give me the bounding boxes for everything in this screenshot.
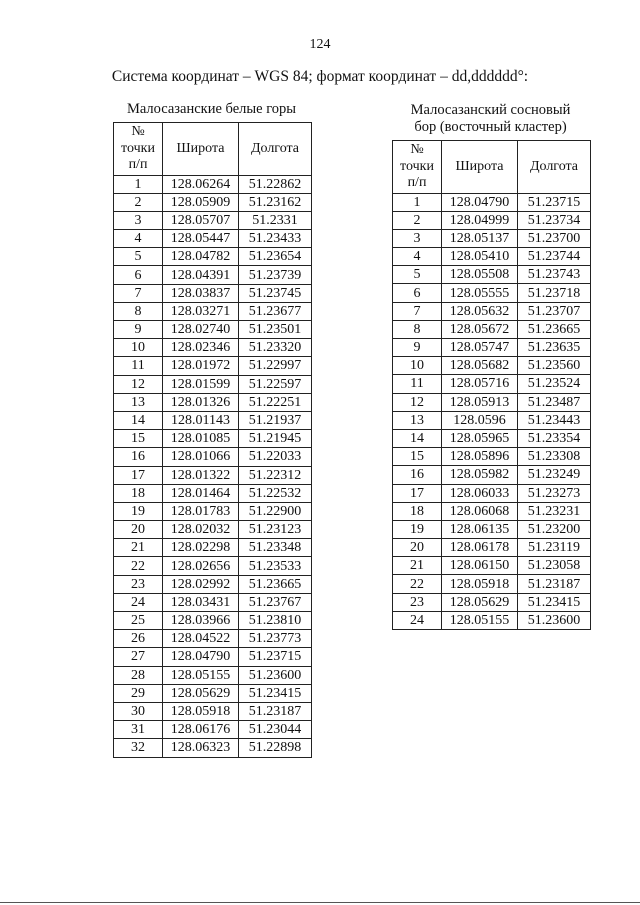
table-row [393,266,591,284]
longitude-cell: 51.23433 [239,230,312,248]
latitude-cell: 128.04999 [442,211,518,229]
latitude-cell: 128.05632 [442,302,518,320]
table-row [393,211,591,229]
table-header-row [393,141,591,194]
table-row [114,266,312,284]
longitude-cell: 51.23715 [518,193,591,211]
longitude-cell: 51.23600 [239,666,312,684]
latitude-cell: 128.05555 [442,284,518,302]
table-row [114,521,312,539]
point-number-cell: 1 [114,175,163,193]
longitude-cell: 51.23162 [239,193,312,211]
table-row [393,248,591,266]
point-number-cell: 9 [114,321,163,339]
right-table-body [393,193,591,630]
latitude-cell: 128.06178 [442,539,518,557]
table-row [114,575,312,593]
point-number-cell: 26 [114,630,163,648]
header-longitude: Долгота [239,123,312,176]
header-point-number [114,123,163,176]
point-number-cell: 10 [393,357,442,375]
table-row [393,466,591,484]
latitude-cell: 128.03431 [163,593,239,611]
point-number-cell: 18 [114,484,163,502]
longitude-cell: 51.2331 [239,211,312,229]
latitude-cell: 128.01066 [163,448,239,466]
table-row [114,357,312,375]
longitude-cell: 51.23348 [239,539,312,557]
point-number-cell: 14 [393,429,442,447]
latitude-cell: 128.03837 [163,284,239,302]
point-number-cell: 29 [114,684,163,702]
table-row [114,612,312,630]
latitude-cell: 128.01972 [163,357,239,375]
table-row [114,502,312,520]
longitude-cell: 51.23715 [239,648,312,666]
table-row [114,484,312,502]
table-row [114,739,312,757]
latitude-cell: 128.05982 [442,466,518,484]
header-latitude: Широта [442,141,518,194]
longitude-cell: 51.23600 [518,611,591,629]
latitude-cell: 128.04522 [163,630,239,648]
header-n-line2: точки [121,140,155,156]
latitude-cell: 128.06033 [442,484,518,502]
latitude-cell: 128.06176 [163,721,239,739]
longitude-cell: 51.23745 [239,284,312,302]
latitude-cell: 128.05965 [442,429,518,447]
point-number-cell: 22 [393,575,442,593]
longitude-cell: 51.23810 [239,612,312,630]
table-row [393,284,591,302]
longitude-cell: 51.23058 [518,557,591,575]
point-number-cell: 22 [114,557,163,575]
point-number-cell: 14 [114,411,163,429]
table-row [114,666,312,684]
longitude-cell: 51.22532 [239,484,312,502]
table-row [114,230,312,248]
latitude-cell: 128.04790 [442,193,518,211]
longitude-cell: 51.23718 [518,284,591,302]
longitude-cell: 51.21937 [239,411,312,429]
page-number: 124 [309,37,331,52]
header-longitude: Долгота [518,141,591,194]
point-number-cell: 3 [114,211,163,229]
longitude-cell: 51.23044 [239,721,312,739]
table-row [393,575,591,593]
longitude-cell: 51.23123 [239,521,312,539]
latitude-cell: 128.03271 [163,302,239,320]
right-title-line2: бор (восточный кластер) [414,119,567,135]
point-number-cell: 9 [393,339,442,357]
latitude-cell: 128.01783 [163,502,239,520]
latitude-cell: 128.02656 [163,557,239,575]
table-row [114,539,312,557]
table-row [114,411,312,429]
longitude-cell: 51.22997 [239,357,312,375]
latitude-cell: 128.06135 [442,520,518,538]
longitude-cell: 51.23739 [239,266,312,284]
point-number-cell: 11 [114,357,163,375]
point-number-cell: 23 [114,575,163,593]
table-row [114,193,312,211]
latitude-cell: 128.01464 [163,484,239,502]
point-number-cell: 8 [114,302,163,320]
longitude-cell: 51.23308 [518,448,591,466]
table-row [393,357,591,375]
header-point-number [393,141,442,194]
point-number-cell: 13 [114,393,163,411]
point-number-cell: 5 [393,266,442,284]
longitude-cell: 51.23320 [239,339,312,357]
latitude-cell: 128.05918 [442,575,518,593]
longitude-cell: 51.23119 [518,539,591,557]
longitude-cell: 51.23501 [239,321,312,339]
table-row [393,484,591,502]
latitude-cell: 128.05747 [442,339,518,357]
longitude-cell: 51.23273 [518,484,591,502]
point-number-cell: 18 [393,502,442,520]
table-row [114,175,312,193]
table-row [114,393,312,411]
longitude-cell: 51.23734 [518,211,591,229]
table-row [393,193,591,211]
point-number-cell: 6 [393,284,442,302]
page-bottom-edge [0,902,640,903]
longitude-cell: 51.23231 [518,502,591,520]
point-number-cell: 16 [114,448,163,466]
point-number-cell: 24 [114,593,163,611]
point-number-cell: 2 [393,211,442,229]
latitude-cell: 128.05918 [163,702,239,720]
point-number-cell: 15 [393,448,442,466]
point-number-cell: 31 [114,721,163,739]
latitude-cell: 128.05682 [442,357,518,375]
table-row [393,320,591,338]
point-number-cell: 25 [114,612,163,630]
latitude-cell: 128.03966 [163,612,239,630]
table-row [114,630,312,648]
longitude-cell: 51.23560 [518,357,591,375]
longitude-cell: 51.23187 [239,702,312,720]
longitude-cell: 51.23773 [239,630,312,648]
longitude-cell: 51.22597 [239,375,312,393]
point-number-cell: 13 [393,411,442,429]
table-row [114,302,312,320]
longitude-cell: 51.23767 [239,593,312,611]
point-number-cell: 20 [114,521,163,539]
table-row [114,284,312,302]
header-latitude: Широта [163,123,239,176]
latitude-cell: 128.04391 [163,266,239,284]
latitude-cell: 128.02992 [163,575,239,593]
latitude-cell: 128.05137 [442,229,518,247]
point-number-cell: 7 [393,302,442,320]
table-row [393,393,591,411]
table-row [114,448,312,466]
point-number-cell: 17 [114,466,163,484]
longitude-cell: 51.22898 [239,739,312,757]
table-row [114,721,312,739]
point-number-cell: 16 [393,466,442,484]
table-row [393,448,591,466]
longitude-cell: 51.23700 [518,229,591,247]
latitude-cell: 128.01599 [163,375,239,393]
longitude-cell: 51.23654 [239,248,312,266]
point-number-cell: 2 [114,193,163,211]
table-row [114,702,312,720]
latitude-cell: 128.05629 [442,593,518,611]
table-row [393,229,591,247]
longitude-cell: 51.23354 [518,429,591,447]
table-row [114,684,312,702]
latitude-cell: 128.06150 [442,557,518,575]
longitude-cell: 51.23635 [518,339,591,357]
point-number-cell: 10 [114,339,163,357]
point-number-cell: 6 [114,266,163,284]
left-table-title: Малосазанские белые горы [126,101,297,117]
table-row [393,593,591,611]
point-number-cell: 8 [393,320,442,338]
point-number-cell: 21 [393,557,442,575]
point-number-cell: 19 [393,520,442,538]
point-number-cell: 23 [393,593,442,611]
right-coordinates-table [392,140,591,630]
table-row [114,339,312,357]
left-table-body [114,175,312,757]
longitude-cell: 51.23677 [239,302,312,320]
right-table-title [392,102,589,136]
longitude-cell: 51.23665 [518,320,591,338]
latitude-cell: 128.05896 [442,448,518,466]
longitude-cell: 51.23200 [518,520,591,538]
latitude-cell: 128.05155 [163,666,239,684]
point-number-cell: 12 [114,375,163,393]
longitude-cell: 51.23249 [518,466,591,484]
longitude-cell: 51.23415 [239,684,312,702]
point-number-cell: 12 [393,393,442,411]
longitude-cell: 51.23487 [518,393,591,411]
table-row [393,411,591,429]
point-number-cell: 28 [114,666,163,684]
latitude-cell: 128.02346 [163,339,239,357]
coordinate-system-subtitle: Система координат – WGS 84; формат координат – dd,dddddd°: [111,68,529,85]
header-n-line3: п/п [407,175,427,190]
longitude-cell: 51.23743 [518,266,591,284]
latitude-cell: 128.05716 [442,375,518,393]
header-n-line1: № [410,142,424,157]
point-number-cell: 20 [393,539,442,557]
point-number-cell: 4 [114,230,163,248]
left-coordinates-block [113,101,312,758]
point-number-cell: 3 [393,229,442,247]
point-number-cell: 21 [114,539,163,557]
point-number-cell: 32 [114,739,163,757]
point-number-cell: 11 [393,375,442,393]
point-number-cell: 5 [114,248,163,266]
longitude-cell: 51.23665 [239,575,312,593]
latitude-cell: 128.04790 [163,648,239,666]
point-number-cell: 15 [114,430,163,448]
latitude-cell: 128.05629 [163,684,239,702]
table-row [114,375,312,393]
point-number-cell: 4 [393,248,442,266]
table-row [393,611,591,629]
table-row [114,211,312,229]
table-row [393,429,591,447]
table-row [393,520,591,538]
latitude-cell: 128.02298 [163,539,239,557]
latitude-cell: 128.04782 [163,248,239,266]
point-number-cell: 27 [114,648,163,666]
longitude-cell: 51.21945 [239,430,312,448]
latitude-cell: 128.06068 [442,502,518,520]
longitude-cell: 51.23707 [518,302,591,320]
longitude-cell: 51.23744 [518,248,591,266]
latitude-cell: 128.05913 [442,393,518,411]
table-row [114,248,312,266]
longitude-cell: 51.23533 [239,557,312,575]
table-row [393,302,591,320]
table-row [393,375,591,393]
longitude-cell: 51.22900 [239,502,312,520]
table-header-row [114,123,312,176]
longitude-cell: 51.23443 [518,411,591,429]
header-n-line3: п/п [128,157,148,172]
latitude-cell: 128.06323 [163,739,239,757]
point-number-cell: 19 [114,502,163,520]
right-title-line1: Малосазанский сосновый [410,102,571,118]
latitude-cell: 128.05155 [442,611,518,629]
longitude-cell: 51.23187 [518,575,591,593]
point-number-cell: 24 [393,611,442,629]
header-n-line1: № [131,124,145,139]
latitude-cell: 128.01322 [163,466,239,484]
point-number-cell: 1 [393,193,442,211]
longitude-cell: 51.23524 [518,375,591,393]
left-coordinates-table [113,122,312,758]
latitude-cell: 128.02740 [163,321,239,339]
right-coordinates-block [392,102,591,630]
longitude-cell: 51.22312 [239,466,312,484]
latitude-cell: 128.05447 [163,230,239,248]
longitude-cell: 51.22862 [239,175,312,193]
latitude-cell: 128.05410 [442,248,518,266]
longitude-cell: 51.22251 [239,393,312,411]
latitude-cell: 128.01085 [163,430,239,448]
latitude-cell: 128.06264 [163,175,239,193]
latitude-cell: 128.05707 [163,211,239,229]
table-row [393,502,591,520]
latitude-cell: 128.02032 [163,521,239,539]
table-row [114,557,312,575]
longitude-cell: 51.23415 [518,593,591,611]
table-row [114,321,312,339]
point-number-cell: 17 [393,484,442,502]
latitude-cell: 128.01143 [163,411,239,429]
longitude-cell: 51.22033 [239,448,312,466]
latitude-cell: 128.05672 [442,320,518,338]
table-row [393,557,591,575]
latitude-cell: 128.05508 [442,266,518,284]
table-row [114,593,312,611]
table-row [393,539,591,557]
point-number-cell: 7 [114,284,163,302]
point-number-cell: 30 [114,702,163,720]
header-n-line2: точки [400,158,434,174]
table-row [393,339,591,357]
latitude-cell: 128.05909 [163,193,239,211]
table-row [114,466,312,484]
latitude-cell: 128.01326 [163,393,239,411]
table-row [114,430,312,448]
table-row [114,648,312,666]
latitude-cell: 128.0596 [442,411,518,429]
